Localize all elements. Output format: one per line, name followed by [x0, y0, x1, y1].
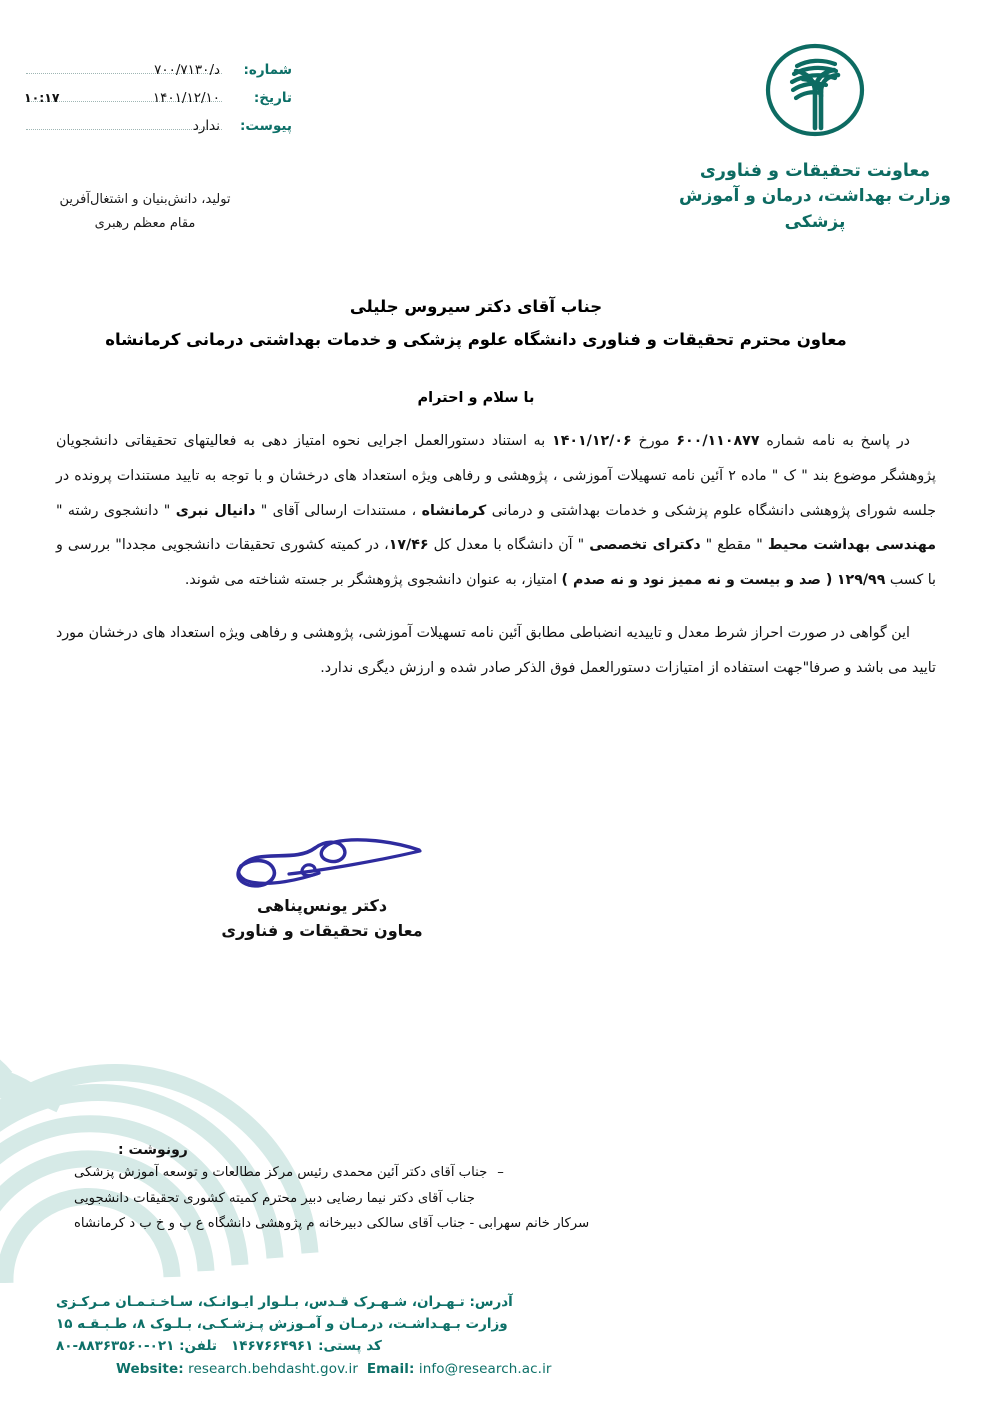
number-label: شماره: — [243, 62, 292, 78]
p1-seg-d: ، مستندات ارسالی آقای " — [255, 502, 422, 519]
carbon-copy-block — [56, 1142, 936, 1237]
p1-seg-b: مورخ — [631, 433, 677, 449]
cc-list-item — [56, 1211, 936, 1237]
addressee-name: جناب آقای دکتر سیروس جلیلی — [349, 297, 603, 316]
salutation: با سلام و احترام — [417, 390, 535, 406]
p1-seg-j: امتیاز، به عنوان دانشجوی پژوهشگر بر جسته شناخته می شوند. — [184, 572, 562, 589]
logo-line-2: وزارت بهداشت، درمان و آموزش پزشکی — [679, 186, 951, 232]
letterhead-header — [0, 0, 992, 250]
email-value[interactable]: info@research.ac.ir — [418, 1361, 552, 1378]
cc-list-item — [56, 1160, 936, 1186]
score-in-words: ( صد و بیست و نه ممیز نود و نه صدم ) — [561, 572, 833, 589]
cc-item-text: سرکار خانم سهرابی - جناب آقای سالکی دبیرخانه م پژوهشی دانشگاه ع پ و خ ب د کرمانشاه — [74, 1216, 590, 1232]
cc-item-text: جناب آقای دکتر نیما رضایی دبیر محترم کمیته کشوری تحقیقات دانشجویی — [74, 1190, 475, 1206]
attachment-value: ندارد — [192, 118, 220, 134]
meta-row-date — [22, 90, 292, 118]
time-value: ۱۰:۱۷ — [24, 90, 60, 105]
p1-seg-a: در پاسخ به نامه شماره — [759, 433, 911, 449]
website-label: Website: — [116, 1361, 184, 1378]
letter-body — [56, 290, 936, 686]
email-label: Email: — [366, 1361, 415, 1378]
cc-bullet-dash: – — [497, 1165, 504, 1180]
attachment-label: پیوست: — [239, 118, 292, 134]
letterhead-footer — [56, 1292, 936, 1381]
gpa-value: ۱۷/۴۶ — [388, 537, 429, 554]
phone-label: تلفن: — [179, 1338, 217, 1355]
meta-row-attachment — [22, 118, 292, 146]
letter-meta-block — [22, 62, 292, 146]
date-value: ۱۴۰۱/۱۲/۱۰ — [152, 90, 220, 106]
date-label: تاریخ: — [253, 90, 292, 106]
ministry-logo-block — [660, 40, 970, 235]
reference-number: ۶۰۰/۱۱۰۸۷۷ — [676, 433, 760, 449]
address-text-1: تـهـران، شـهـرک قـدس، بـلـوار ایـوانـک، سـاخـتـمـان مـرکـزی — [56, 1294, 470, 1311]
postal-code-label: کد پستی: — [318, 1338, 382, 1355]
addressee-block — [56, 290, 896, 356]
body-paragraph-2: این گواهی در صورت احراز شرط معدل و تاییدیه انضباطی مطابق آئین نامه تسهیلات آموزشی، پژوهشی و رفاهی ویژه استعداد های درخشان مورد تایید می باشد و صرفا"جهت استفاده از امتیازات دستورالعمل فوق الذکر صادر شده و ارزش دیگری ندارد. — [56, 624, 936, 676]
cc-title: رونوشت : — [118, 1142, 188, 1158]
university-name: کرمانشاه — [421, 502, 487, 519]
tree-in-oval-icon — [756, 40, 874, 152]
logo-line-1: معاونت تحقیقات و فناوری — [699, 161, 931, 181]
footer-address-line-2: وزارت بـهـداشـت، درمـان و آمـوزش پـزشـکـی، بـلـوک ۸، طـبـقـه ۱۵ — [56, 1316, 508, 1333]
field-of-study: مهندسی بهداشت محیط — [767, 537, 936, 554]
cc-list-item — [56, 1186, 936, 1212]
cc-list — [56, 1160, 936, 1237]
meta-row-number — [22, 62, 292, 90]
footer-address-line-1 — [56, 1292, 936, 1314]
p1-seg-f: " مقطع " — [700, 537, 768, 554]
addressee-title: معاون محترم تحقیقات و فناوری دانشگاه علوم پزشکی و خدمات بهداشتی درمانی کرمانشاه — [105, 330, 847, 349]
signature-block — [172, 828, 472, 944]
address-label: آدرس: — [469, 1294, 513, 1311]
score-value: ۱۲۹/۹۹ — [836, 572, 886, 589]
signer-title: معاون تحقیقات و فناوری — [221, 920, 423, 940]
p1-seg-g: " آن دانشگاه با معدل کل — [428, 537, 590, 554]
slogan-line-2: مقام معظم رهبری — [94, 216, 196, 232]
degree-level: دکترای تخصصی — [589, 537, 701, 554]
reference-date: ۱۴۰۱/۱۲/۰۶ — [552, 433, 632, 449]
website-value[interactable]: research.behdasht.gov.ir — [188, 1361, 359, 1378]
p1-seg-c: به استناد دستورالعمل اجرایی نحوه امتیاز دهی به فعالیتهای تحقیقاتی دانشجویان پژوهشگر موضوع بند " ک " ماده ۲ آئین نامه تسهیلات آموزشی ، پژوهشی و رفاهی ویژه استعداد های درخشان و با توجه به تایید مستندات پرونده در جلسه شورای پژوهشی دانشگاه علوم پزشکی و خدمات بهداشتی و درمانی — [56, 433, 936, 519]
handwritten-signature-icon — [207, 828, 437, 900]
slogan-line-1: تولید، دانش‌بنیان و اشتغال‌آفرین — [59, 192, 231, 207]
signer-name: دکتر یونس‌پناهی — [256, 896, 388, 915]
logo-caption — [660, 158, 970, 235]
phone-value: ۰۲۱-۸۸۳۶۳۵۶۰-۸۰ — [56, 1338, 175, 1355]
p1-seg-h: ، در کمیته کشوری تحقیقات دانشجویی مجددا" بررسی و با کسب — [56, 537, 936, 589]
postal-code-value: ۱۴۶۷۶۶۴۹۶۱ — [231, 1338, 314, 1355]
cc-item-text: جناب آقای دکتر آئین محمدی رئیس مرکز مطالعات و توسعه آموزش پزشکی — [74, 1165, 488, 1180]
footer-web-line — [56, 1358, 936, 1381]
body-paragraph-1 — [56, 424, 936, 598]
student-name: دانیال نبری — [175, 502, 256, 519]
number-value: د/۷۰۰/۷۱۳۰ — [154, 62, 220, 78]
p1-seg-e: " دانشجوی رشته " — [56, 502, 176, 519]
footer-contact-line — [56, 1336, 936, 1358]
year-slogan — [0, 188, 290, 236]
